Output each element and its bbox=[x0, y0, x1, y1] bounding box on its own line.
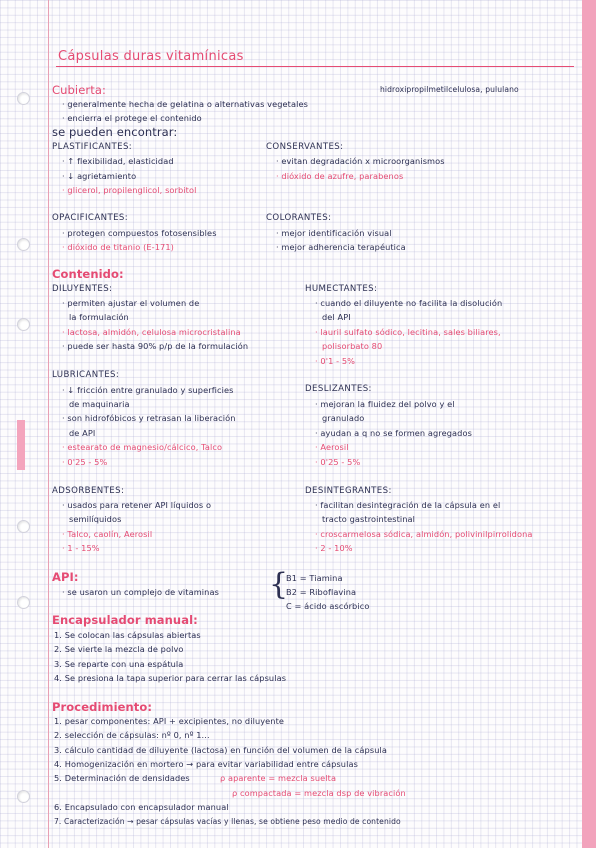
desintegrantes-item: · facilitan desintegración de la cápsula en el bbox=[315, 500, 501, 510]
margin-line bbox=[48, 0, 49, 848]
adsorbentes-heading: ADSORBENTES: bbox=[52, 486, 125, 496]
diluyentes-item: la formulación bbox=[69, 312, 129, 322]
lubricantes-item: · ↓ fricción entre granulado y superficies bbox=[62, 385, 234, 395]
plastificantes-item: · ↓ agrietamiento bbox=[62, 171, 137, 181]
cubierta-item: · encierra el protege el contenido bbox=[62, 113, 202, 123]
diluyentes-item: · puede ser hasta 90% p/p de la formulación bbox=[62, 341, 249, 351]
adsorbentes-item: · Talco, caolín, Aerosil bbox=[62, 529, 153, 539]
conservantes-item: · dióxido de azufre, parabenos bbox=[276, 171, 404, 181]
encapsulador-step: 2. Se vierte la mezcla de polvo bbox=[54, 644, 184, 654]
api-heading: API: bbox=[52, 570, 79, 584]
desintegrantes-heading: DESINTEGRANTES: bbox=[305, 486, 392, 496]
encontrar-label: se pueden encontrar: bbox=[52, 125, 178, 139]
plastificantes-heading: PLASTIFICANTES: bbox=[52, 142, 133, 152]
cubierta-heading: Cubierta: bbox=[52, 83, 106, 97]
humectantes-item: · 0'1 - 5% bbox=[315, 356, 356, 366]
deslizantes-item: · mejoran la fluidez del polvo y el bbox=[315, 399, 455, 409]
humectantes-item: polisorbato 80 bbox=[322, 341, 383, 351]
humectantes-item: del API bbox=[322, 312, 351, 322]
conservantes-heading: CONSERVANTES: bbox=[266, 142, 344, 152]
page-edge-strip bbox=[582, 0, 596, 848]
procedimiento-step: 6. Encapsulado con encapsulador manual bbox=[54, 802, 229, 812]
deslizantes-item: granulado bbox=[322, 413, 365, 423]
vitamin-item: C = ácido ascórbico bbox=[286, 601, 370, 611]
encapsulador-step: 1. Se colocan las cápsulas abiertas bbox=[54, 630, 201, 640]
brace-icon: { bbox=[269, 567, 289, 602]
adsorbentes-item: semilíquidos bbox=[69, 514, 122, 524]
page-title: Cápsulas duras vitamínicas bbox=[58, 49, 244, 64]
vitamin-item: B1 = Tiamina bbox=[286, 573, 343, 583]
deslizantes-heading: DESLIZANTES: bbox=[305, 384, 372, 394]
procedimiento-heading: Procedimiento: bbox=[52, 700, 153, 714]
colorantes-item: · mejor adherencia terapéutica bbox=[276, 242, 406, 252]
brand-tab bbox=[17, 420, 25, 470]
procedimiento-step: 2. selección de cápsulas: nº 0, nº 1... bbox=[54, 730, 210, 740]
deslizantes-item: · 0'25 - 5% bbox=[315, 457, 361, 467]
cubierta-note: hidroxipropilmetilcelulosa, pululano bbox=[380, 85, 519, 94]
deslizantes-item: · Aerosil bbox=[315, 442, 349, 452]
procedimiento-step: 3. cálculo cantidad de diluyente (lactosa) en función del volumen de la cápsula bbox=[54, 745, 387, 755]
colorantes-heading: COLORANTES: bbox=[266, 213, 332, 223]
procedimiento-step: 7. Caracterización → pesar cápsulas vacías y llenas, se obtiene peso medio de contenido bbox=[54, 817, 401, 826]
humectantes-item: · cuando el diluyente no facilita la disolución bbox=[315, 298, 503, 308]
punch-hole bbox=[17, 92, 30, 105]
encapsulador-heading: Encapsulador manual: bbox=[52, 613, 198, 627]
cubierta-item: · generalmente hecha de gelatina o alternativas vegetales bbox=[62, 99, 308, 109]
lubricantes-item: de API bbox=[69, 428, 96, 438]
colorantes-item: · mejor identificación visual bbox=[276, 228, 392, 238]
plastificantes-item: · ↑ flexibilidad, elasticidad bbox=[62, 156, 174, 166]
opacificantes-item: · protegen compuestos fotosensibles bbox=[62, 228, 217, 238]
encapsulador-step: 4. Se presiona la tapa superior para cerrar las cápsulas bbox=[54, 673, 287, 683]
diluyentes-item: · permiten ajustar el volumen de bbox=[62, 298, 200, 308]
punch-hole bbox=[17, 596, 30, 609]
humectantes-item: · lauril sulfato sódico, lecitina, sales biliares, bbox=[315, 327, 501, 337]
conservantes-item: · evitan degradación x microorganismos bbox=[276, 156, 445, 166]
opacificantes-heading: OPACIFICANTES: bbox=[52, 213, 129, 223]
desintegrantes-item: · croscarmelosa sódica, almidón, polivinilpirrolidona bbox=[315, 529, 533, 539]
contenido-heading: Contenido: bbox=[52, 267, 124, 281]
lubricantes-item: · son hidrofóbicos y retrasan la liberación bbox=[62, 413, 236, 423]
densidad-aparente: ρ aparente = mezcla suelta bbox=[220, 773, 337, 783]
procedimiento-step: 1. pesar componentes: API + excipientes, no diluyente bbox=[54, 716, 285, 726]
lubricantes-item: · 0'25 - 5% bbox=[62, 457, 108, 467]
punch-hole bbox=[17, 520, 30, 533]
lubricantes-item: de maquinaria bbox=[69, 399, 130, 409]
desintegrantes-item: · 2 - 10% bbox=[315, 543, 353, 553]
encapsulador-step: 3. Se reparte con una espátula bbox=[54, 659, 184, 669]
deslizantes-item: · ayudan a q no se formen agregados bbox=[315, 428, 472, 438]
adsorbentes-item: · 1 - 15% bbox=[62, 543, 100, 553]
api-text: · se usaron un complejo de vitaminas bbox=[62, 587, 219, 597]
densidad-compactada: ρ compactada = mezcla dsp de vibración bbox=[232, 788, 406, 798]
punch-hole bbox=[17, 318, 30, 331]
humectantes-heading: HUMECTANTES: bbox=[305, 284, 378, 294]
punch-hole bbox=[17, 238, 30, 251]
punch-hole bbox=[17, 790, 30, 803]
opacificantes-item: · dióxido de titanio (E-171) bbox=[62, 242, 174, 252]
lubricantes-item: · estearato de magnesio/cálcico, Talco bbox=[62, 442, 223, 452]
title-underline bbox=[56, 66, 574, 67]
lubricantes-heading: LUBRICANTES: bbox=[52, 370, 120, 380]
desintegrantes-item: tracto gastrointestinal bbox=[322, 514, 416, 524]
procedimiento-step: 4. Homogenización en mortero → para evitar variabilidad entre cápsulas bbox=[54, 759, 358, 769]
procedimiento-step: 5. Determinación de densidades bbox=[54, 773, 190, 783]
diluyentes-item: · lactosa, almidón, celulosa microcristalina bbox=[62, 327, 241, 337]
diluyentes-heading: DILUYENTES: bbox=[52, 284, 113, 294]
plastificantes-item: · glicerol, propilenglicol, sorbitol bbox=[62, 185, 197, 195]
adsorbentes-item: · usados para retener API líquidos o bbox=[62, 500, 212, 510]
vitamin-item: B2 = Riboflavina bbox=[286, 587, 357, 597]
